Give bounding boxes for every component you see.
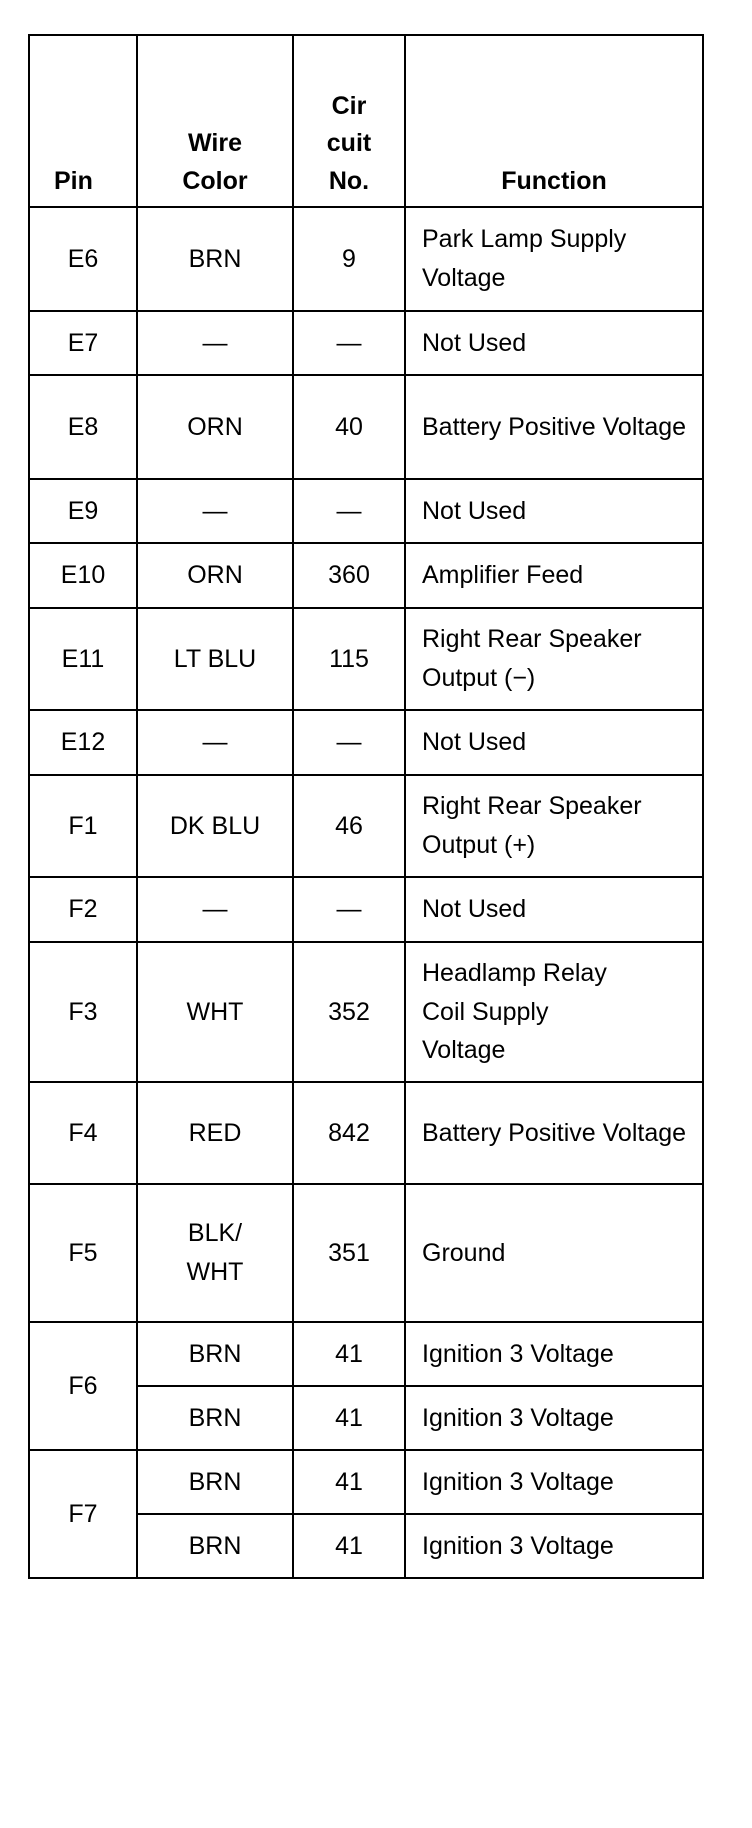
table-row — [29, 207, 703, 311]
wire-color-cell: — — [137, 479, 293, 543]
circuit-cell: 40 — [293, 375, 405, 479]
header-circuit-no — [293, 35, 405, 207]
function-cell: Ignition 3 Voltage — [405, 1450, 703, 1514]
function-cell: Ignition 3 Voltage — [405, 1322, 703, 1386]
wire-color-text: BLK/WHT — [186, 1219, 244, 1286]
circuit-cell: — — [293, 311, 405, 375]
function-cell: Right Rear Speaker Output (−) — [405, 608, 703, 710]
wire-color-cell: — — [137, 877, 293, 942]
pin-cell: F2 — [29, 877, 137, 942]
circuit-cell: 360 — [293, 543, 405, 608]
table-row — [29, 1450, 703, 1514]
wire-color-cell: LT BLU — [137, 608, 293, 710]
pin-cell: F1 — [29, 775, 137, 877]
table-row — [29, 942, 703, 1082]
connector-pinout-table — [28, 34, 704, 1579]
circuit-cell: 41 — [293, 1386, 405, 1450]
header-function: Function — [405, 35, 703, 207]
pin-cell: E9 — [29, 479, 137, 543]
function-cell: Right Rear Speaker Output (+) — [405, 775, 703, 877]
table-row — [29, 375, 703, 479]
table-body — [29, 207, 703, 1578]
table-row — [29, 1322, 703, 1386]
header-wire-color-line1: Wire — [188, 129, 242, 157]
function-cell: Not Used — [405, 479, 703, 543]
circuit-cell: 842 — [293, 1082, 405, 1184]
wire-color-cell: RED — [137, 1082, 293, 1184]
function-cell: Battery Positive Voltage — [405, 1082, 703, 1184]
header-circuit-line3: No. — [328, 166, 370, 195]
table-row — [29, 877, 703, 942]
pin-cell: E6 — [29, 207, 137, 311]
circuit-cell: — — [293, 479, 405, 543]
wire-color-cell: BRN — [137, 207, 293, 311]
function-cell: Not Used — [405, 877, 703, 942]
wire-color-cell: — — [137, 311, 293, 375]
wire-color-cell: ORN — [137, 375, 293, 479]
function-cell: Not Used — [405, 710, 703, 775]
circuit-cell: 41 — [293, 1514, 405, 1578]
header-circuit-line2: cuit — [326, 129, 372, 157]
pin-cell: E11 — [29, 608, 137, 710]
function-cell: Amplifier Feed — [405, 543, 703, 608]
table-header — [29, 35, 703, 207]
header-row — [29, 35, 703, 207]
table-row — [29, 608, 703, 710]
wire-color-cell: WHT — [137, 942, 293, 1082]
circuit-cell: 41 — [293, 1450, 405, 1514]
wire-color-cell: DK BLU — [137, 775, 293, 877]
pin-cell: E10 — [29, 543, 137, 608]
table-row — [29, 543, 703, 608]
function-cell: Not Used — [405, 311, 703, 375]
circuit-cell: — — [293, 710, 405, 775]
circuit-cell: 9 — [293, 207, 405, 311]
pin-cell: F5 — [29, 1184, 137, 1322]
wire-color-cell — [137, 1184, 293, 1322]
pin-cell: E12 — [29, 710, 137, 775]
function-cell: Battery Positive Voltage — [405, 375, 703, 479]
circuit-cell: 352 — [293, 942, 405, 1082]
wire-color-cell: BRN — [137, 1450, 293, 1514]
circuit-cell: 46 — [293, 775, 405, 877]
header-wire-color — [137, 35, 293, 207]
function-cell: Ignition 3 Voltage — [405, 1514, 703, 1578]
table-row — [29, 775, 703, 877]
function-cell: Park Lamp Supply Voltage — [405, 207, 703, 311]
wire-color-cell: ORN — [137, 543, 293, 608]
function-cell: Ignition 3 Voltage — [405, 1386, 703, 1450]
pin-cell: F3 — [29, 942, 137, 1082]
wire-color-cell: — — [137, 710, 293, 775]
wire-color-cell: BRN — [137, 1322, 293, 1386]
table-row — [29, 1184, 703, 1322]
function-cell: Headlamp Relay Coil Supply Voltage — [405, 942, 703, 1082]
wire-color-cell: BRN — [137, 1514, 293, 1578]
pin-cell: F4 — [29, 1082, 137, 1184]
table-row — [29, 1082, 703, 1184]
circuit-cell: — — [293, 877, 405, 942]
circuit-cell: 41 — [293, 1322, 405, 1386]
table-row — [29, 479, 703, 543]
header-pin: Pin — [29, 35, 137, 207]
table-row — [29, 710, 703, 775]
circuit-cell: 351 — [293, 1184, 405, 1322]
table-row — [29, 311, 703, 375]
pin-cell: F6 — [29, 1322, 137, 1450]
pin-cell: E7 — [29, 311, 137, 375]
pin-cell: F7 — [29, 1450, 137, 1578]
header-circuit-line1: Cir — [331, 91, 367, 120]
function-cell: Ground — [405, 1184, 703, 1322]
pin-cell: E8 — [29, 375, 137, 479]
circuit-cell: 115 — [293, 608, 405, 710]
header-wire-color-line2: Color — [182, 166, 248, 195]
wire-color-cell: BRN — [137, 1386, 293, 1450]
